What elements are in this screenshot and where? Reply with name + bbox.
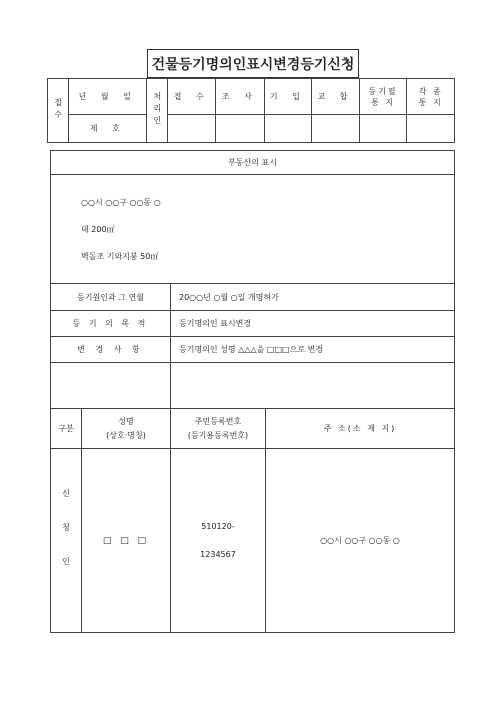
cell-receipt[interactable] (168, 115, 216, 143)
main-form-table (50, 150, 455, 633)
cell-complete-notice[interactable] (359, 115, 407, 143)
col-complete-notice: 등기필 통 지 (359, 79, 407, 115)
col-review: 조 사 (216, 79, 265, 115)
document-title: 건물등기명의인표시변경등기신청 (147, 49, 359, 78)
col-type-header: 구분 (51, 409, 82, 449)
property-address: ○○시 ○○구 ○○동 ○ (81, 197, 161, 207)
property-header: 부동산의 표시 (51, 151, 455, 175)
cell-other-notice[interactable] (407, 115, 455, 143)
reception-date: 년 월 일 (69, 79, 147, 115)
reception-table (47, 78, 455, 143)
col-other-notice: 각 종 통 지 (407, 79, 455, 115)
applicant-address[interactable]: ○○시 ○○구 ○○동 ○ (266, 449, 455, 633)
cause-label: 등기원인과 그 연월 (51, 284, 171, 311)
reception-number: 제 호 (69, 115, 147, 143)
col-id-header: 주민등록번호 (등기용등록번호) (171, 409, 266, 449)
applicant-type: 신청인 (51, 449, 82, 633)
col-check: 교 합 (312, 79, 360, 115)
purpose-label: 등 기 의 목 적 (51, 311, 171, 337)
change-value[interactable]: 등기명의인 성명 △△△을 □□□으로 변경 (171, 337, 455, 363)
applicant-name[interactable]: □ □ □ (82, 449, 171, 633)
blank-value[interactable] (171, 363, 455, 409)
processor-label: 처리인 (147, 79, 168, 143)
property-building: 벽돌조 기와지붕 50㎡ (81, 251, 159, 261)
property-land: 대 200㎡ (81, 224, 115, 234)
col-name-header: 성명 (상호·명칭) (82, 409, 171, 449)
blank-label (51, 363, 171, 409)
change-label: 변 경 사 항 (51, 337, 171, 363)
cell-entry[interactable] (264, 115, 312, 143)
col-entry: 기 입 (264, 79, 312, 115)
cell-check[interactable] (312, 115, 360, 143)
applicant-id[interactable]: 510120- 1234567 (171, 449, 266, 633)
col-receipt: 접 수 (168, 79, 216, 115)
reception-label: 접수 (48, 79, 69, 143)
cause-value[interactable]: 20○○년 ○월 ○일 개명허가 (171, 284, 455, 311)
property-description[interactable] (51, 175, 455, 284)
purpose-value[interactable]: 등기명의인 표시변경 (171, 311, 455, 337)
cell-review[interactable] (216, 115, 265, 143)
col-address-header: 주 소(소 재 지) (266, 409, 455, 449)
